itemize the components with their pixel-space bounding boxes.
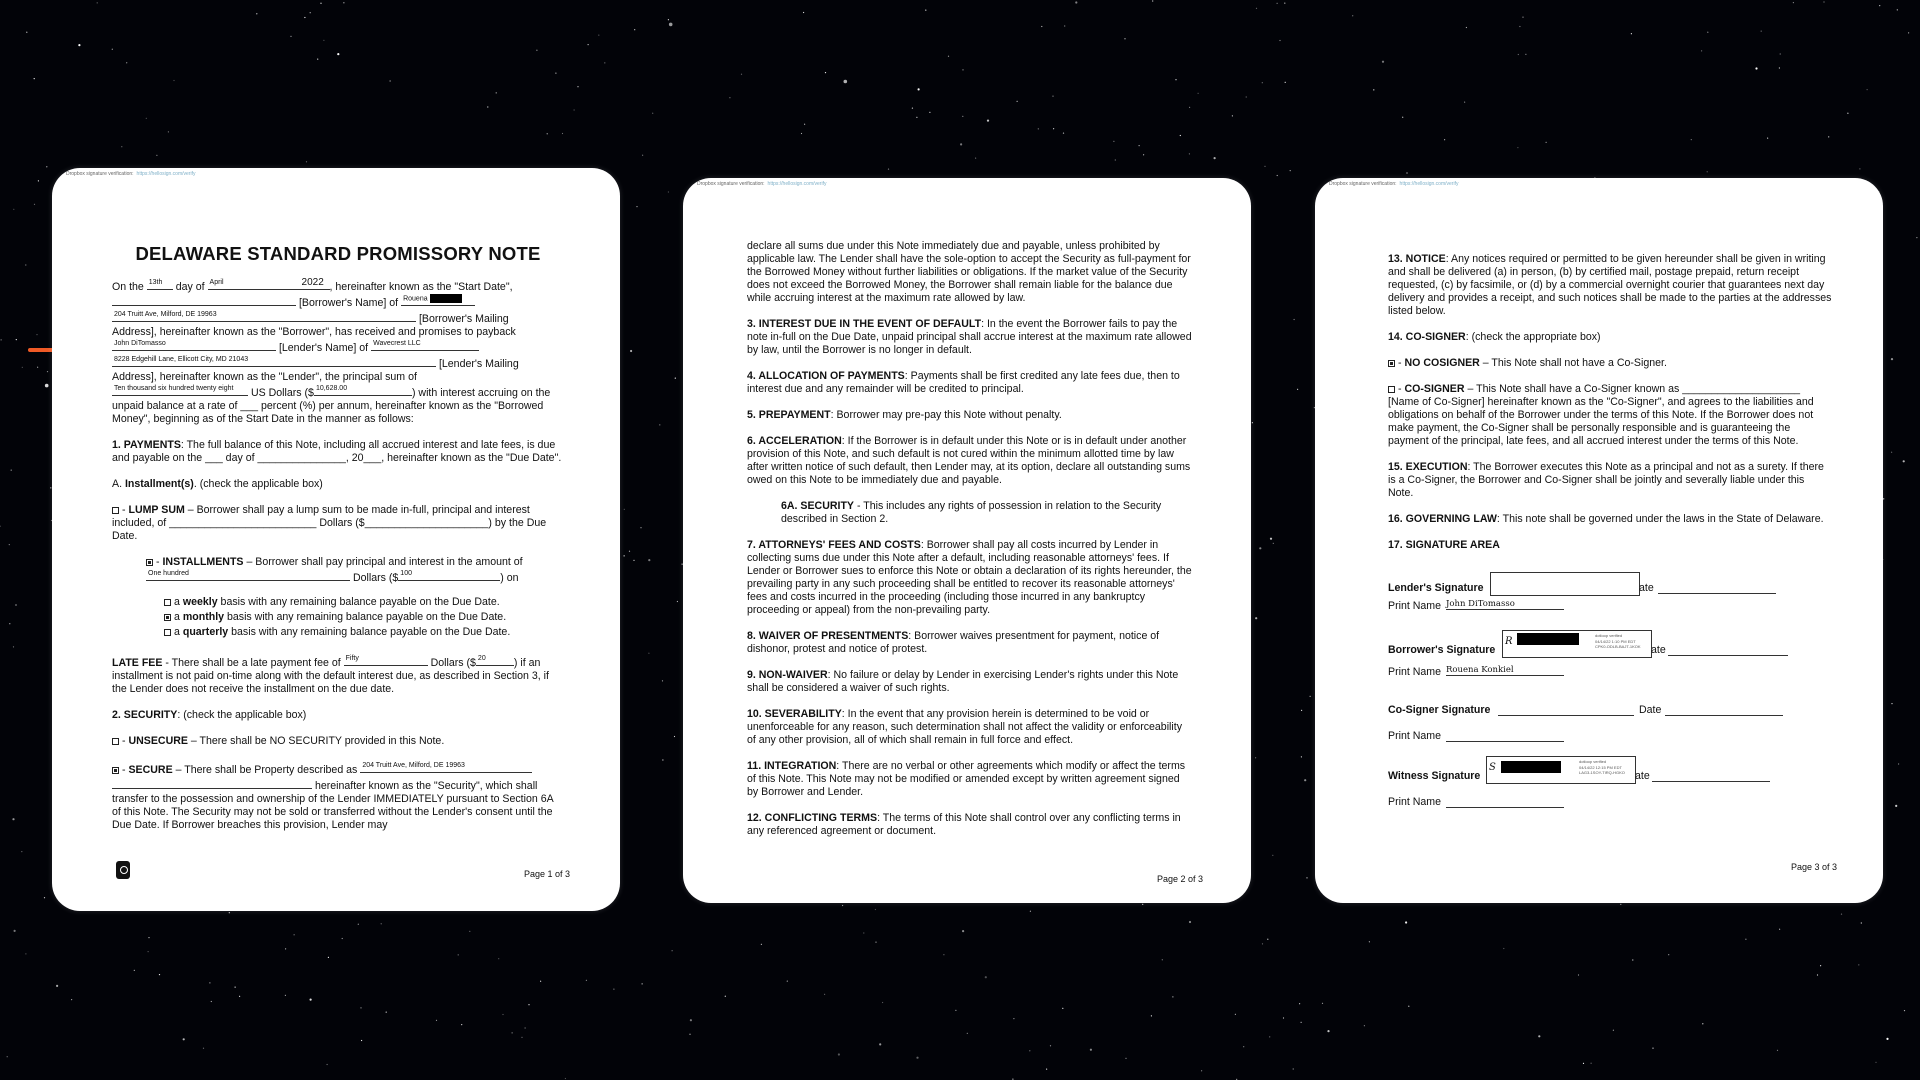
lender-signature-row: Lender's Signature ate (1388, 572, 1832, 598)
document-page-1 (52, 168, 620, 911)
redaction-block (1501, 761, 1561, 773)
section-cosigner: 14. CO-SIGNER: (check the appropriate box) (1388, 331, 1601, 343)
monthly-checkbox[interactable] (164, 614, 171, 621)
option-installments: - INSTALLMENTS – Borrower shall pay principal and interest in the amount of One hundred Dollars ($ 100 ) on (148, 556, 523, 584)
late-fee-words-field[interactable]: Fifty (344, 654, 428, 666)
weekly-checkbox[interactable] (164, 599, 171, 606)
page2-paragraph: 8. WAIVER OF PRESENTMENTS: Borrower waives presentment for payment, notice of dishonor, protest and notice of protest. (747, 630, 1160, 655)
page2-paragraph: 3. INTEREST DUE IN THE EVENT OF DEFAULT: In the event the Borrower fails to pay the note in-full on the Due Date, unpaid principal shall accrue interest at the maximum rate allowed by law, until the Borrower is no longer in default. (747, 318, 1192, 356)
basis-quarterly: a quarterly basis with any remaining balance payable on the Due Date. (164, 625, 564, 640)
verification-link[interactable]: https://hellosign.com/verify (136, 171, 196, 177)
page-number: Page 1 of 3 (524, 869, 571, 879)
intro-paragraph: On the 13th day of April 2022 , hereinafter known as the "Start Date", [Borrower's Name] of Rouena 204 Truitt Ave, Milford, DE 19963 [Borrower's Mailing Address], hereinafter known as the "Borrower", has received and promises to payback John DiTomasso [Lender's Name] of Wavecrest LLC 8228 Edgehill Lane, Ellicott City, MD 21043 [Lender's Mailing Address], hereinafter known as the "Lender", the principal sum of Ten thousand six hundred twenty eight US Dollars ($ 10,628.00 ) with interest accruing on the unpaid balance at a rate of ___ percent (%) per annum, hereinafter known as the "Borrowed Money", beginning as of the Start Date in the manner as follows: (112, 278, 551, 425)
borrower-address-field[interactable]: 204 Truitt Ave, Milford, DE 19963 (112, 310, 416, 322)
borrower-print-row: Print Name Rouena Konkiel (1388, 664, 1832, 704)
page2-paragraph: 9. NON-WAIVER: No failure or delay by Lender in exercising Lender's rights under this Note shall be considered a waiver of such rights. (747, 669, 1179, 694)
section-governing-law: 16. GOVERNING LAW: This note shall be governed under the laws in the State of Delaware. (1388, 513, 1824, 525)
late-fee-amount-field[interactable]: 20 (476, 654, 514, 666)
borrower-name-field[interactable]: Rouena (401, 294, 475, 306)
cosigner-date-field[interactable] (1665, 704, 1783, 716)
section-security: 2. SECURITY: (check the applicable box) (112, 709, 307, 721)
amount-words-field[interactable]: Ten thousand six hundred twenty eight (112, 384, 248, 396)
redaction-block (1517, 633, 1579, 645)
section-payments: 1. PAYMENTS: The full balance of this Note, including all accrued interest and late fees, is due and payable on the ___ day of _______________, 20___, hereinafter known as the "Due Date". (112, 439, 562, 464)
redaction-block (430, 294, 462, 303)
borrower-print-name[interactable]: Rouena Konkiel (1446, 664, 1564, 676)
cosigner-signature-row: Co-Signer Signature Date (1388, 704, 1832, 730)
secure-checkbox[interactable] (112, 767, 119, 774)
option-secure: - SECURE – There shall be Property described as 204 Truitt Ave, Milford, DE 19963 hereinafter known as the "Security", which shall transfer to the possession and ownership of the Lender IMMEDIATELY pursuant to Section 6A of this Note. The Security may not be sold or transferred without the Lender's consent until the Due Date. If Borrower breaches this provision, Lender may (112, 762, 554, 831)
start-month-field[interactable]: April (208, 278, 300, 290)
lender-print-name[interactable]: John DiTomasso (1446, 598, 1564, 610)
borrower-signature-field[interactable]: R dotloop verified 04/14/22 1:10 PM EDT CPK0-ODLB-BAJT-1KOK (1502, 630, 1652, 658)
installment-words-field[interactable]: One hundred (146, 569, 350, 581)
borrower-date-field[interactable] (1668, 644, 1788, 656)
signature-area-heading: 17. SIGNATURE AREA (1388, 539, 1500, 551)
page2-paragraph: 6. ACCELERATION: If the Borrower is in default under this Note or is in default under another provision of this Note, and such default is not cured within the minimum allotted time by law after written notice of such default, then Lender may, at its option, declare all outstanding sums owed on this Note to be immediately due and payable. (747, 435, 1191, 486)
document-logo-icon (116, 861, 130, 879)
cosigner-print-row: Print Name (1388, 730, 1832, 770)
witness-signature-row: Witness Signature S dotloop verified 04/14/22 12:15 PM EDT LAG3-1SOY-TIRQ-HGKO ate (1388, 770, 1832, 796)
option-unsecure: - UNSECURE – There shall be NO SECURITY provided in this Note. (112, 735, 564, 748)
lender-company-field[interactable]: Wavecrest LLC (371, 339, 479, 351)
cosigner-checkbox[interactable] (1388, 386, 1395, 393)
page2-paragraph: 7. ATTORNEYS' FEES AND COSTS: Borrower shall pay all costs incurred by Lender in collecting sums due under this Note after a default, including reasonable attorneys' fees. If Lender or Borrower sues to enforce this Note or obtain a declaration of its rights hereunder, the prevailing party in any such proceeding shall be entitled to recover its reasonable attorneys' fees and costs incurred in the proceeding (including those incurred in any bankruptcy proceeding or appeal) from the non-prevailing party. (747, 539, 1192, 616)
signature-verification-header: Dropbox signature verification: https://hellosign.com/verify (66, 171, 196, 177)
lender-signature-field[interactable] (1490, 572, 1640, 596)
signature-verification-header: Dropbox signature verification: https://hellosign.com/verify (697, 181, 827, 187)
late-fee-clause: LATE FEE - There shall be a late payment fee of Fifty Dollars ($ 20 ) if an installment is not paid on-time along with the default interest due, as described in Section 3, if the Lender does not receive the installment on the due date. (112, 655, 549, 695)
witness-date-field[interactable] (1652, 770, 1770, 782)
basis-monthly: a monthly basis with any remaining balance payable on the Due Date. (164, 610, 564, 625)
security-property-field[interactable]: 204 Truitt Ave, Milford, DE 19963 (360, 761, 532, 773)
page-number: Page 2 of 3 (1157, 874, 1204, 884)
lender-name-field[interactable]: John DiTomasso (112, 339, 276, 351)
document-page-3 (1315, 178, 1883, 903)
section-notice: 13. NOTICE: Any notices required or permitted to be given hereunder shall be given in writing and shall be delivered (a) in person, (b) by certified mail, postage prepaid, return receipt requested, (c) by facsimile, or (d) by a commercial overnight courier that guarantees next day delivery and provides a receipt, and such notices shall be made to the parties at the addresses listed below. (1388, 253, 1832, 317)
verification-link[interactable]: https://hellosign.com/verify (1399, 181, 1459, 187)
page2-paragraph: declare all sums due under this Note immediately due and payable, unless prohibited by applicable law. The Lender shall have the sole-option to accept the Security as full-payment for the Borrowed Money without further liabilities or obligations. If the market value of the Security does not exceed the Borrowed Money, the Borrower shall remain liable for the balance due while accruing interest at the maximum rate allowed by law. (747, 240, 1191, 304)
borrower-signature-row: Borrower's Signature R dotloop verified 04/14/22 1:10 PM EDT CPK0-ODLB-BAJT-1KOK ate (1388, 638, 1832, 664)
page2-paragraph: 6A. SECURITY - This includes any rights of possession in relation to the Security described in Section 2. (781, 500, 1162, 525)
witness-print-name[interactable] (1446, 796, 1564, 808)
lender-date-field[interactable] (1658, 582, 1776, 594)
option-no-cosigner: - NO COSIGNER – This Note shall not have a Co-Signer. (1388, 357, 1832, 370)
witness-print-row: Print Name (1388, 796, 1832, 816)
page2-paragraph: 4. ALLOCATION OF PAYMENTS: Payments shall be first credited any late fees due, then to interest due and any remainder will be credited to principal. (747, 370, 1180, 395)
start-day-field[interactable]: 13th (147, 278, 173, 290)
installment-amount-field[interactable]: 100 (398, 569, 500, 581)
document-page-2 (683, 178, 1251, 903)
no-cosigner-checkbox[interactable] (1388, 360, 1395, 367)
section-execution: 15. EXECUTION: The Borrower executes this Note as a principal and not as a surety. If there is a Co-Signer, the Borrower and Co-Signer shall be jointly and severally liable under this Note. (1388, 461, 1824, 499)
lender-print-row: Print Name John DiTomasso (1388, 598, 1832, 638)
installments-heading: A. Installment(s). (check the applicable box) (112, 478, 323, 490)
page2-paragraph: 10. SEVERABILITY: In the event that any provision herein is determined to be void or unenforceable for any reason, such determination shall not affect the validity or enforceability of any other provision, all of which shall remain in full force and effect. (747, 708, 1182, 746)
page-number: Page 3 of 3 (1791, 862, 1838, 872)
page2-paragraph: 11. INTEGRATION: There are no verbal or other agreements which modify or affect the terms of this Note. This Note may not be modified or amended except by written agreement signed by Borrower and Lender. (747, 760, 1186, 798)
signature-verification-header: Dropbox signature verification: https://hellosign.com/verify (1329, 181, 1459, 187)
unsecure-checkbox[interactable] (112, 738, 119, 745)
option-cosigner: - CO-SIGNER – This Note shall have a Co-Signer known as ____________________ [Name of Co-Signer] hereinafter known as the "Co-Signer", and agrees to the liabilities and obligations on behalf of the Borrower under the terms of this Note. If the Borrower does not make payment, the Co-Signer shall be personally responsible and is guaranteeing the payment of the principal, late fees, and all accrued interest under the terms of this Note. (1388, 383, 1814, 447)
option-lump-sum: - LUMP SUM – Borrower shall pay a lump sum to be made in-full, principal and interest included, of _________________________ Dollars ($_____________________) by the Due Date. (112, 504, 547, 542)
lump-sum-checkbox[interactable] (112, 507, 119, 514)
quarterly-checkbox[interactable] (164, 629, 171, 636)
installments-checkbox[interactable] (146, 559, 153, 566)
page2-paragraph: 5. PREPAYMENT: Borrower may pre-pay this Note without penalty. (747, 409, 1062, 421)
cosigner-print-name[interactable] (1446, 730, 1564, 742)
cosigner-signature-field[interactable] (1498, 704, 1634, 716)
verification-link[interactable]: https://hellosign.com/verify (767, 181, 827, 187)
lender-address-field[interactable]: 8228 Edgehill Lane, Ellicott City, MD 21043 (112, 355, 436, 367)
document-title: DELAWARE STANDARD PROMISSORY NOTE (135, 243, 541, 264)
page2-paragraph: 12. CONFLICTING TERMS: The terms of this Note shall control over any conflicting terms in any referenced agreement or document. (747, 812, 1181, 837)
witness-signature-field[interactable]: S dotloop verified 04/14/22 12:15 PM EDT LAG3-1SOY-TIRQ-HGKO (1486, 756, 1636, 784)
amount-field[interactable]: 10,628.00 (314, 384, 412, 396)
start-year-field[interactable]: 2022 (300, 278, 330, 290)
basis-weekly: a weekly basis with any remaining balance payable on the Due Date. (164, 595, 564, 610)
